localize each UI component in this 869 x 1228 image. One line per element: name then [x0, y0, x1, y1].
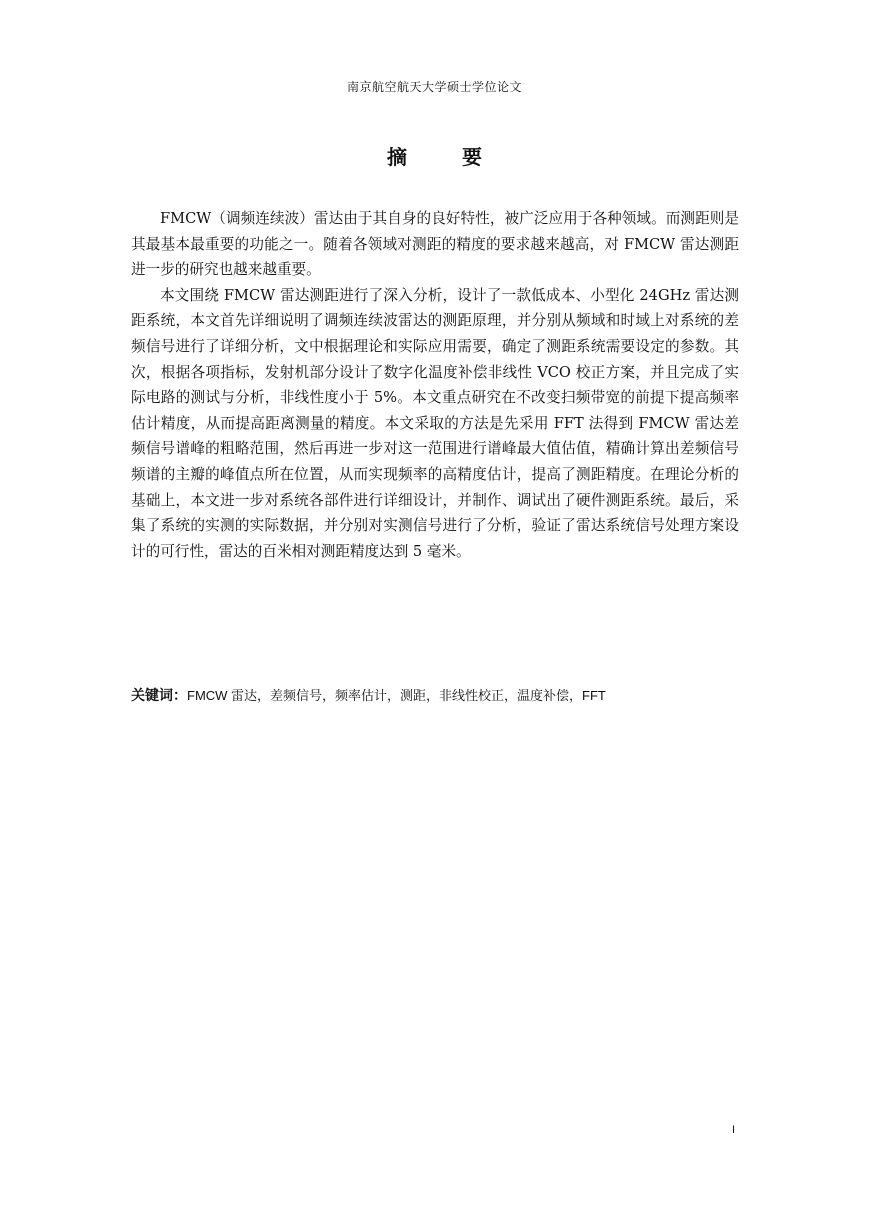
keywords-text: FMCW 雷达，差频信号，频率估计，测距，非线性校正，温度补偿，FFT	[187, 688, 606, 703]
keywords-line	[131, 686, 739, 707]
header-divider	[130, 100, 739, 101]
page-title: 摘 要	[387, 145, 506, 169]
keywords-label: 关键词：	[131, 688, 187, 704]
abstract-paragraph-2: 本文围绕 FMCW 雷达测距进行了深入分析，设计了一款低成本、小型化 24GHz 雷达测距系统，本文首先详细说明了调频连续波雷达的测距原理，并分别从频域和时域上对系统的差频信号进行了详细分析，文中根据理论和实际应用需要，确定了测距系统需要设定的参数。其次，根据各项指标，发射机部分设计了数字化温度补偿非线性 VCO 校正方案，并且完成了实际电路的测试与分析，非线性度小于 5%。本文重点研究在不改变扫频带宽的前提下提高频率估计精度，从而提高距离测量的精度。本文采取的方法是先采用 FFT 法得到 FMCW 雷达差频信号谱峰的粗略范围，然后再进一步对这一范围进行谱峰最大值估值，精确计算出差频信号频谱的主瓣的峰值点所在位置，从而实现频率的高精度估计，提高了测距精度。在理论分析的基础上，本文进一步对系统各部件进行详细设计，并制作、调试出了硬件测距系统。最后，采集了系统的实测的实际数据，并分别对实测信号进行了分析，验证了雷达系统信号处理方案设计的可行性，雷达的百米相对测距精度达到 5 毫米。	[131, 286, 739, 560]
abstract-paragraph-1: FMCW（调频连续波）雷达由于其自身的良好特性，被广泛应用于各种领域。而测距则是其最基本最重要的功能之一。随着各领域对测距的精度的要求越来越高，对 FMCW 雷达测距进一步的研究也越来越重要。	[131, 210, 739, 279]
abstract-body	[131, 206, 739, 564]
page-number: I	[732, 1124, 736, 1136]
running-header: 南京航空航天大学硕士学位论文	[346, 80, 522, 94]
